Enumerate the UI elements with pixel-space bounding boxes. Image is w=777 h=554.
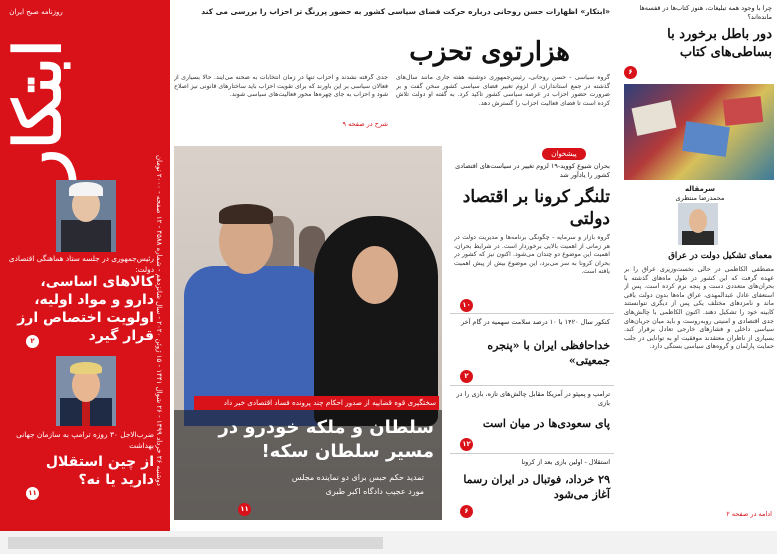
center-story <box>174 146 442 520</box>
center-story-headline[interactable]: سلطان و ملکه خودرو در مسیر سلطان سکه! <box>218 417 434 462</box>
story-1-kicker: بحران شیوع کووید-۱۹ لزوم تغییر در سیاست‌های اقتصادی کشور را یادآور شد <box>455 162 610 179</box>
right-column <box>620 0 777 531</box>
center-story-bullet-2: مورد عجیب دادگاه اکبر طبری <box>325 487 424 496</box>
issue-info: دوشنبه ۲۶ خرداد ۱۳۹۹ - ۲۶ شوال ۱۴۴۱ - ۱۵ ژوئن ۲۰۲۰ - سال شانزدهم - شماره ۴۵۸۸ - ۱۲ صفحه - ۲۰۰۰ تومان <box>155 154 163 486</box>
top-story-kicker: «ابتکار» اظهارات حسن روحانی درباره حرکت فضای سیاسی کشور به حضور پررنگ تر احزاب را بررسی می کند <box>201 7 610 16</box>
editorial-page-ref[interactable]: ادامه در صفحه ۲ <box>726 510 772 518</box>
pishkhan-label: پیشخوان <box>542 148 586 160</box>
story-1-title[interactable]: تلنگر کرونا بر اقتصاد دولتی <box>462 187 610 229</box>
trump-caption: ضرب‌الاجل ۳۰ روزه ترامپ به سازمان جهانی بهداشت <box>16 430 154 450</box>
masthead-logo: ابتکار <box>1 39 76 180</box>
book-story-page-badge: ۶ <box>624 66 637 79</box>
story-corona-economy <box>450 162 614 314</box>
top-story-body-left: جدی گرفته نشدند و احزاب تنها در زمان انتخابات به صحنه می‌آیند. حالا بسیاری از فعالان سیاسی بر این باورند که برای تقویت احزاب باید ساختارهای قانونی نیز اصلاح شود و احزاب به جای چهره‌ها محور فعالیت‌های سیاسی شوند. <box>174 74 388 98</box>
top-story-body-right: گروه سیاسی - حسن روحانی، رئیس‌جمهوری دوشنبه هفته جاری مانند سال‌های گذشته در جمع استانداران، از لزوم تغییر فضای سیاسی کشور سخن گفت و بر ضرورت حضور احزاب در عرصه سیاسی کشور تاکید کرد. به گفته او دولت تلاش کرده است تا فضای فعالیت احزاب را گسترش دهد. <box>396 74 610 107</box>
story-population <box>450 318 614 386</box>
center-story-bullet-1: تمدید حکم حبس برای دو نماینده مجلس <box>291 473 424 482</box>
rouhani-headline[interactable]: کالاهای اساسی، دارو و مواد اولیه، اولویت اختصاص ارز قرار گیرد <box>17 274 154 344</box>
story-4-page-badge: ۶ <box>460 505 473 518</box>
story-1-page-badge: ۱۰ <box>460 299 473 312</box>
story-4-title[interactable]: ۲۹ خرداد، فوتبال در ایران رسما آغاز می‌شود <box>463 473 610 501</box>
story-3-page-badge: ۱۲ <box>460 438 473 451</box>
top-story <box>170 0 615 136</box>
books-photo <box>624 84 774 180</box>
trump-photo <box>56 356 116 426</box>
story-2-title[interactable]: خداحافظی ایران با «پنجره جمعیتی» <box>487 339 610 367</box>
rouhani-page-badge: ۲ <box>26 335 39 348</box>
story-saudi <box>450 390 614 454</box>
center-story-banner: سختگیری قوه قضاییه از صدور احکام چند پرونده فساد اقتصادی خبر داد <box>223 398 436 407</box>
top-story-title[interactable]: هزارتوی تحزب <box>409 37 570 67</box>
masthead-tagline: روزنامه صبح ایران <box>9 8 63 16</box>
rouhani-caption: رئیس‌جمهوری در جلسه ستاد هماهنگی اقتصادی دولت: <box>8 254 154 274</box>
story-4-kicker: استقلال - اولین بازی بعد از کرونا <box>521 458 610 466</box>
center-story-page-badge: ۱۱ <box>238 503 251 516</box>
book-story-kicker: چرا با وجود همه تبلیغات، هنوز کتاب‌ها در قفسه‌ها مانده‌اند؟ <box>639 4 772 21</box>
editorial-title[interactable]: معمای تشکیل دولت در عراق <box>668 251 772 261</box>
top-story-page-ref[interactable]: شرح در صفحه ۹ <box>342 120 388 128</box>
bottom-ad-strip <box>8 537 383 549</box>
story-3-kicker: ترامپ و پمپئو در آمریکا مقابل چالش‌های تازه، بازی را در بازی <box>456 390 610 407</box>
masthead-column <box>0 0 170 531</box>
editorial-body: مصطفی الکاظمی در حالی نخست‌وزیری عراق را بر عهده گرفت که این کشور در طول ماه‌های گذشته با بحران‌های متعددی دست و پنجه نرم کرده است. پس از استعفای عادل عبدالمهدی، عراق ماه‌ها بدون دولت باقی ماند و نامزدهای مختلف یکی پس از دیگری نتوانستند کابینه خود را تشکیل دهند. اکنون الکاظمی با چالش‌های جدی اقتصادی و امنیتی روبه‌روست و باید میان جریان‌های سیاسی داخلی و فشارهای خارجی تعادل برقرار کند. بسیاری از ناظران معتقدند موفقیت او به توانایی در جلب حمایت پارلمان و گروه‌های سیاسی بستگی دارد. <box>624 266 774 351</box>
trump-headline[interactable]: از چین استقلال دارید یا نه؟ <box>45 454 154 488</box>
rouhani-photo <box>56 180 116 252</box>
middle-column <box>450 144 614 520</box>
editorial-author: محمدرضا منتظری <box>675 194 725 202</box>
story-2-kicker: کنکور سال ۱۴۲۰ با ۱۰ درصد سلامت سهمیه در گام آخر <box>460 318 610 326</box>
editorial-label: سرمقاله <box>684 185 716 193</box>
story-football <box>450 458 614 518</box>
story-1-body: گروه بازار و سرمایه - چگونگی برنامه‌ها و مدیریت دولت در هر زمانی از اهمیت بالایی برخوردار است. در شرایط بحران، اهمیت این موضوع دو چندان می‌شود. اکنون نیز که کشور در بحران کرونا به سر می‌برد، این موضوع بیش از پیش اهمیت یافته است. <box>454 234 610 275</box>
story-3-title[interactable]: پای سعودی‌ها در میان است <box>482 417 610 430</box>
book-story-title[interactable]: دور باطل برخورد با بساطی‌های کتاب <box>667 27 772 60</box>
author-photo <box>678 203 718 245</box>
trump-page-badge: ۱۱ <box>26 487 39 500</box>
story-2-page-badge: ۲ <box>460 370 473 383</box>
